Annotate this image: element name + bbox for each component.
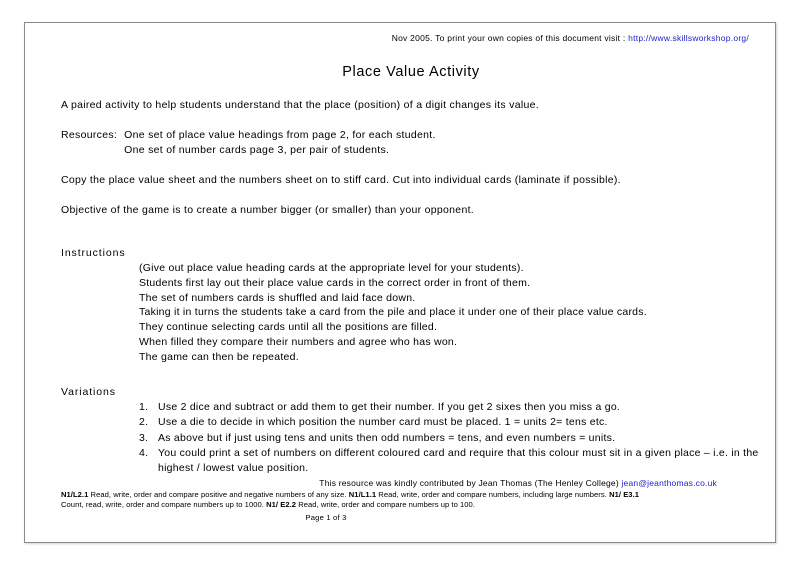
page-title: Place Value Activity: [342, 64, 480, 80]
document-header: [61, 32, 761, 44]
header-text: Nov 2005. To print your own copies of this document visit :: [391, 33, 629, 43]
document-page: [24, 22, 776, 543]
credit-text: This resource was kindly contributed by Jean Thomas (The Henley College): [319, 477, 622, 488]
resources-section: [61, 128, 761, 158]
instructions-line: (Give out place value heading cards at the appropriate level for your students).: [139, 262, 524, 274]
list-item-text: Use a die to decide in which position the number card must be placed. 1 = units 2= tens etc.: [158, 416, 608, 429]
standard-text: Count, read, write, order and compare numbers up to 1000.: [61, 500, 267, 510]
standard-code: N1/L1.1: [348, 489, 377, 499]
instructions-line: They continue selecting cards until all the positions are filled.: [139, 321, 438, 334]
contributor-email-link[interactable]: jean@jeanthomas.co.uk: [621, 477, 717, 488]
objective-paragraph: Objective of the game is to create a number bigger (or smaller) than your opponent.: [61, 204, 475, 216]
instructions-line: When filled they compare their numbers and agree who has won.: [139, 335, 458, 348]
page-number: Page 1 of 3: [305, 513, 347, 522]
spacer: [61, 233, 761, 246]
list-item-text: As above but if just using tens and units then odd numbers = tens, and even numbers = units.: [158, 431, 616, 444]
list-item-text: You could print a set of numbers on different coloured card and require that this colour must sit in a given place – i.e. in the highest / lowest value position.: [158, 447, 759, 475]
standard-code: N1/ E2.2: [266, 500, 297, 510]
standard-text: Read, write, order and compare numbers up to 100.: [296, 500, 475, 510]
standards-line-1: [61, 490, 761, 501]
instructions-line: Students first lay out their place value cards in the correct order in front of them.: [139, 276, 531, 289]
skillsworkshop-link[interactable]: http://www.skillsworkshop.org/: [628, 33, 749, 43]
standard-code: N1/L2.1: [61, 489, 89, 499]
list-item: [139, 415, 761, 430]
instructions-list: [139, 261, 761, 365]
resources-label: Resources:: [61, 129, 118, 141]
list-item-number: 2.: [139, 416, 149, 429]
list-item-number: 4.: [139, 447, 149, 460]
credit-line: [61, 477, 761, 489]
document-footer: [61, 477, 761, 523]
list-item: [139, 400, 761, 415]
instructions-heading: Instructions: [61, 247, 126, 259]
resources-line: One set of number cards page 3, per pair of students.: [124, 144, 390, 156]
instructions-line: The set of numbers cards is shuffled and laid face down.: [139, 291, 416, 304]
resources-line: One set of place value headings from page 2, for each student.: [124, 129, 436, 141]
instructions-line: The game can then be repeated.: [139, 350, 299, 363]
standards-block: [61, 490, 761, 511]
list-item-number: 1.: [139, 400, 149, 413]
standard-text: Read, write, order and compare positive and negative numbers of any size.: [88, 489, 349, 499]
list-item: [139, 446, 761, 476]
standards-line-2: [61, 500, 761, 511]
standard-text: Read, write, order and compare numbers, including large numbers.: [376, 489, 610, 499]
document-body: [61, 98, 761, 476]
list-item-number: 3.: [139, 431, 149, 444]
list-item-text: Use 2 dice and subtract or add them to get their number. If you get 2 sixes then you miss a go.: [158, 400, 621, 413]
variations-list: [139, 400, 761, 477]
copy-note-paragraph: Copy the place value sheet and the numbers sheet on to stiff card. Cut into individual cards (laminate if possible).: [61, 174, 621, 186]
standard-code: N1/ E3.1: [609, 489, 640, 499]
instructions-line: Taking it in turns the students take a card from the pile and place it under one of their place value cards.: [139, 306, 647, 319]
resources-lines: [124, 128, 761, 158]
variations-heading: Variations: [61, 385, 116, 398]
list-item: [139, 431, 761, 446]
intro-paragraph: A paired activity to help students understand that the place (position) of a digit changes its value.: [61, 99, 539, 111]
spacer: [61, 365, 761, 385]
page-content: [25, 23, 775, 542]
